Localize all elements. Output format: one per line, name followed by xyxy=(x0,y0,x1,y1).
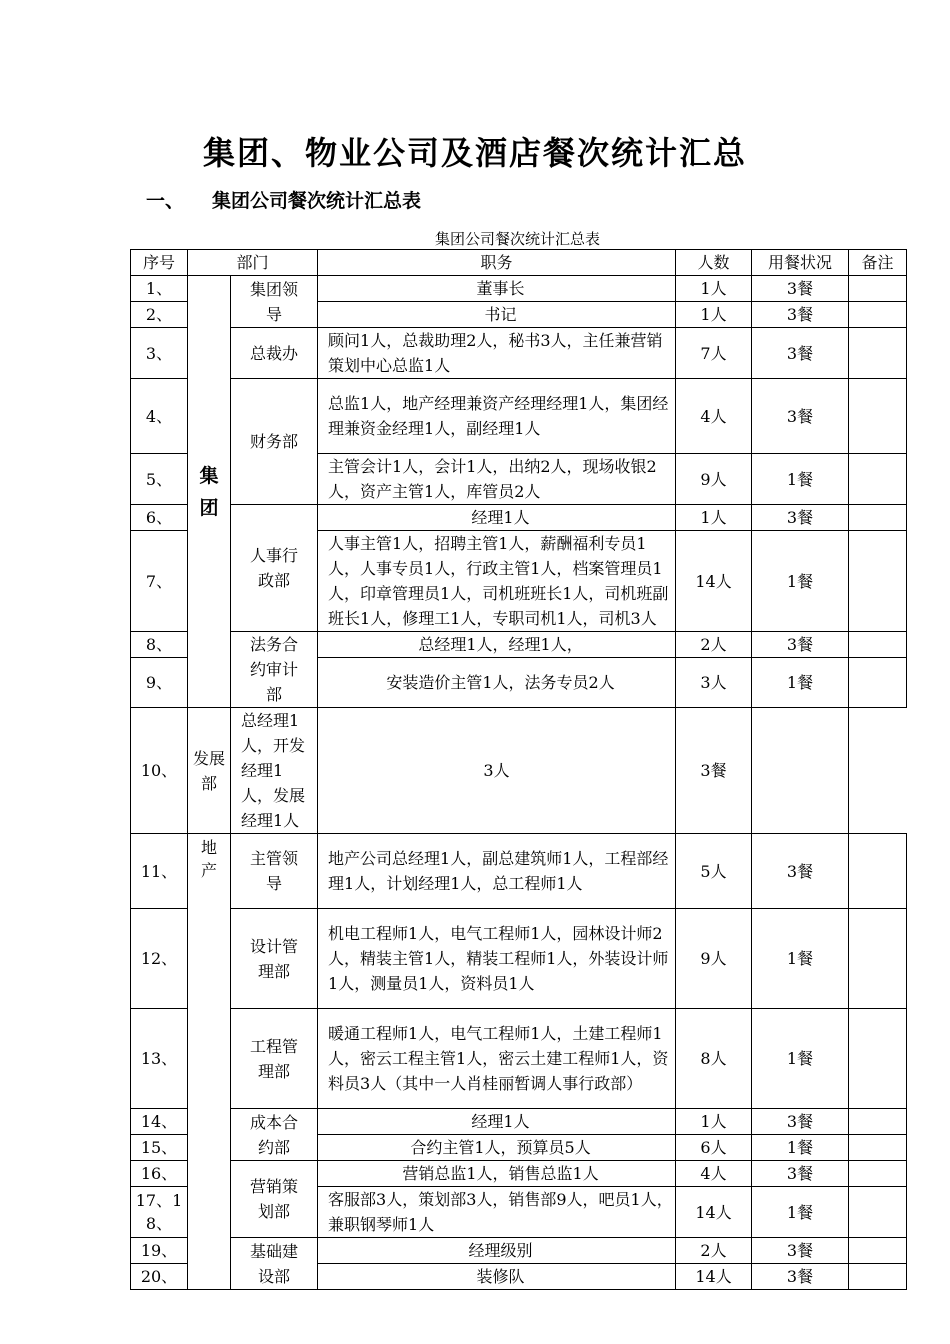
note-cell xyxy=(849,454,907,505)
count-cell: 2人 xyxy=(676,1238,752,1264)
meal-cell: 3餐 xyxy=(752,302,849,328)
note-cell xyxy=(849,1135,907,1161)
group-cell: 地 产 xyxy=(188,834,231,1290)
row-number: 7、 xyxy=(131,531,188,632)
table-row xyxy=(131,1161,907,1187)
meal-cell: 1餐 xyxy=(752,531,849,632)
duty-cell: 董事长 xyxy=(318,276,676,302)
meal-cell: 3餐 xyxy=(752,505,849,531)
department-cell: 人事行 政部 xyxy=(231,505,318,632)
meal-cell: 3餐 xyxy=(752,632,849,658)
meal-cell: 1餐 xyxy=(752,1135,849,1161)
meal-cell: 1餐 xyxy=(752,909,849,1009)
duty-cell: 经理级别 xyxy=(318,1238,676,1264)
count-cell: 1人 xyxy=(676,505,752,531)
row-number: 3、 xyxy=(131,328,188,379)
count-cell: 4人 xyxy=(676,379,752,454)
section-heading xyxy=(146,186,421,213)
row-number: 10、 xyxy=(131,708,188,834)
department-cell: 营销策 划部 xyxy=(231,1161,318,1238)
note-cell xyxy=(849,302,907,328)
row-number: 19、 xyxy=(131,1238,188,1264)
note-cell xyxy=(849,1238,907,1264)
table-row xyxy=(131,708,907,834)
row-number: 15、 xyxy=(131,1135,188,1161)
table-row xyxy=(131,1109,907,1135)
header-no: 序号 xyxy=(131,250,188,276)
header-meal: 用餐状况 xyxy=(752,250,849,276)
count-cell: 1人 xyxy=(676,302,752,328)
meal-cell: 1餐 xyxy=(752,1187,849,1238)
duty-cell: 经理1人 xyxy=(318,1109,676,1135)
duty-cell: 营销总监1人，销售总监1人 xyxy=(318,1161,676,1187)
department-cell: 财务部 xyxy=(231,379,318,505)
table-row xyxy=(131,834,907,909)
header-dept: 部门 xyxy=(188,250,318,276)
note-cell xyxy=(849,632,907,658)
duty-cell: 主管会计1人，会计1人，出纳2人，现场收银2人，资产主管1人，库管员2人 xyxy=(318,454,676,505)
row-number: 14、 xyxy=(131,1109,188,1135)
duty-cell: 合约主管1人，预算员5人 xyxy=(318,1135,676,1161)
meal-cell: 3餐 xyxy=(752,1109,849,1135)
count-cell: 1人 xyxy=(676,1109,752,1135)
department-cell: 总裁办 xyxy=(231,328,318,379)
row-number: 13、 xyxy=(131,1009,188,1109)
count-cell: 14人 xyxy=(676,1187,752,1238)
note-cell xyxy=(849,909,907,1009)
note-cell xyxy=(849,1009,907,1109)
note-cell xyxy=(849,658,907,708)
note-cell xyxy=(849,276,907,302)
meal-cell: 3餐 xyxy=(752,834,849,909)
note-cell xyxy=(752,708,849,834)
count-cell: 4人 xyxy=(676,1161,752,1187)
row-number: 5、 xyxy=(131,454,188,505)
duty-cell: 机电工程师1人，电气工程师1人，园林设计师2人，精装主管1人，精装工程师1人，外装设计师1人，测量员1人，资料员1人 xyxy=(318,909,676,1009)
department-cell: 主管领 导 xyxy=(231,834,318,909)
section-title: 集团公司餐次统计汇总表 xyxy=(212,190,422,212)
row-number: 4、 xyxy=(131,379,188,454)
duty-cell: 客服部3人，策划部3人，销售部9人，吧员1人，兼职钢琴师1人 xyxy=(318,1187,676,1238)
header-count: 人数 xyxy=(676,250,752,276)
duty-cell: 总经理1人，经理1人， xyxy=(318,632,676,658)
department-cell: 基础建 设部 xyxy=(231,1238,318,1290)
meal-cell: 1餐 xyxy=(752,658,849,708)
row-number: 11、 xyxy=(131,834,188,909)
count-cell: 3人 xyxy=(676,658,752,708)
department-cell: 集团领 导 xyxy=(231,276,318,328)
meal-cell: 1餐 xyxy=(752,1009,849,1109)
meal-statistics-table xyxy=(130,249,907,1290)
row-number: 20、 xyxy=(131,1264,188,1290)
duty-cell: 书记 xyxy=(318,302,676,328)
count-cell: 8人 xyxy=(676,1009,752,1109)
meal-cell: 1餐 xyxy=(752,454,849,505)
duty-cell: 装修队 xyxy=(318,1264,676,1290)
department-cell: 法务合 约审计 部 xyxy=(231,632,318,708)
duty-cell: 总监1人，地产经理兼资产经理经理1人，集团经理兼资金经理1人，副经理1人 xyxy=(318,379,676,454)
count-cell: 5人 xyxy=(676,834,752,909)
table-caption: 集团公司餐次统计汇总表 xyxy=(434,230,600,248)
meal-cell: 3餐 xyxy=(752,1161,849,1187)
duty-cell: 地产公司总经理1人，副总建筑师1人，工程部经理1人，计划经理1人，总工程师1人 xyxy=(318,834,676,909)
duty-cell: 总经理1人，开发经理1人，发展经理1人 xyxy=(231,708,318,834)
table-row xyxy=(131,1238,907,1264)
row-number: 1、 xyxy=(131,276,188,302)
table-row xyxy=(131,1009,907,1109)
header-duty: 职务 xyxy=(318,250,676,276)
row-number: 2、 xyxy=(131,302,188,328)
meal-cell: 3餐 xyxy=(752,276,849,302)
table-row xyxy=(131,632,907,658)
duty-cell: 人事主管1人，招聘主管1人，薪酬福利专员1人，人事专员1人，行政主管1人，档案管理员1人，印章管理员1人，司机班班长1人，司机班副班长1人，修理工1人，专职司机1人，司机3人 xyxy=(318,531,676,632)
meal-cell: 3餐 xyxy=(752,328,849,379)
department-cell: 工程管 理部 xyxy=(231,1009,318,1109)
count-cell: 14人 xyxy=(676,1264,752,1290)
note-cell xyxy=(849,834,907,909)
note-cell xyxy=(849,1109,907,1135)
duty-cell: 经理1人 xyxy=(318,505,676,531)
department-cell: 设计管 理部 xyxy=(231,909,318,1009)
table-row xyxy=(131,505,907,531)
meal-cell: 3餐 xyxy=(752,1238,849,1264)
duty-cell: 顾问1人，总裁助理2人，秘书3人，主任兼营销策划中心总监1人 xyxy=(318,328,676,379)
row-number: 9、 xyxy=(131,658,188,708)
row-number: 17、18、 xyxy=(131,1187,188,1238)
table-row xyxy=(131,328,907,379)
count-cell: 9人 xyxy=(676,909,752,1009)
note-cell xyxy=(849,328,907,379)
group-cell: 集 团 xyxy=(188,276,231,708)
note-cell xyxy=(849,531,907,632)
count-cell: 2人 xyxy=(676,632,752,658)
row-number: 6、 xyxy=(131,505,188,531)
header-note: 备注 xyxy=(849,250,907,276)
meal-cell: 3餐 xyxy=(752,379,849,454)
meal-cell: 3餐 xyxy=(676,708,752,834)
count-cell: 3人 xyxy=(318,708,676,834)
count-cell: 9人 xyxy=(676,454,752,505)
note-cell xyxy=(849,1264,907,1290)
department-cell: 发展部 xyxy=(188,708,231,834)
section-number: 一、 xyxy=(146,190,185,212)
meal-cell: 3餐 xyxy=(752,1264,849,1290)
note-cell xyxy=(849,1187,907,1238)
duty-cell: 暖通工程师1人，电气工程师1人，土建工程师1人，密云工程主管1人，密云土建工程师1人，资料员3人（其中一人肖桂丽暂调人事行政部） xyxy=(318,1009,676,1109)
note-cell xyxy=(849,1161,907,1187)
document-title: 集团、物业公司及酒店餐次统计汇总 xyxy=(202,134,747,172)
table-row xyxy=(131,379,907,454)
duty-cell: 安装造价主管1人，法务专员2人 xyxy=(318,658,676,708)
department-cell: 成本合 约部 xyxy=(231,1109,318,1161)
count-cell: 7人 xyxy=(676,328,752,379)
count-cell: 1人 xyxy=(676,276,752,302)
table-header-row xyxy=(131,250,907,276)
count-cell: 6人 xyxy=(676,1135,752,1161)
table-row xyxy=(131,276,907,302)
count-cell: 14人 xyxy=(676,531,752,632)
row-number: 16、 xyxy=(131,1161,188,1187)
row-number: 8、 xyxy=(131,632,188,658)
row-number: 12、 xyxy=(131,909,188,1009)
note-cell xyxy=(849,379,907,454)
table-row xyxy=(131,909,907,1009)
note-cell xyxy=(849,505,907,531)
